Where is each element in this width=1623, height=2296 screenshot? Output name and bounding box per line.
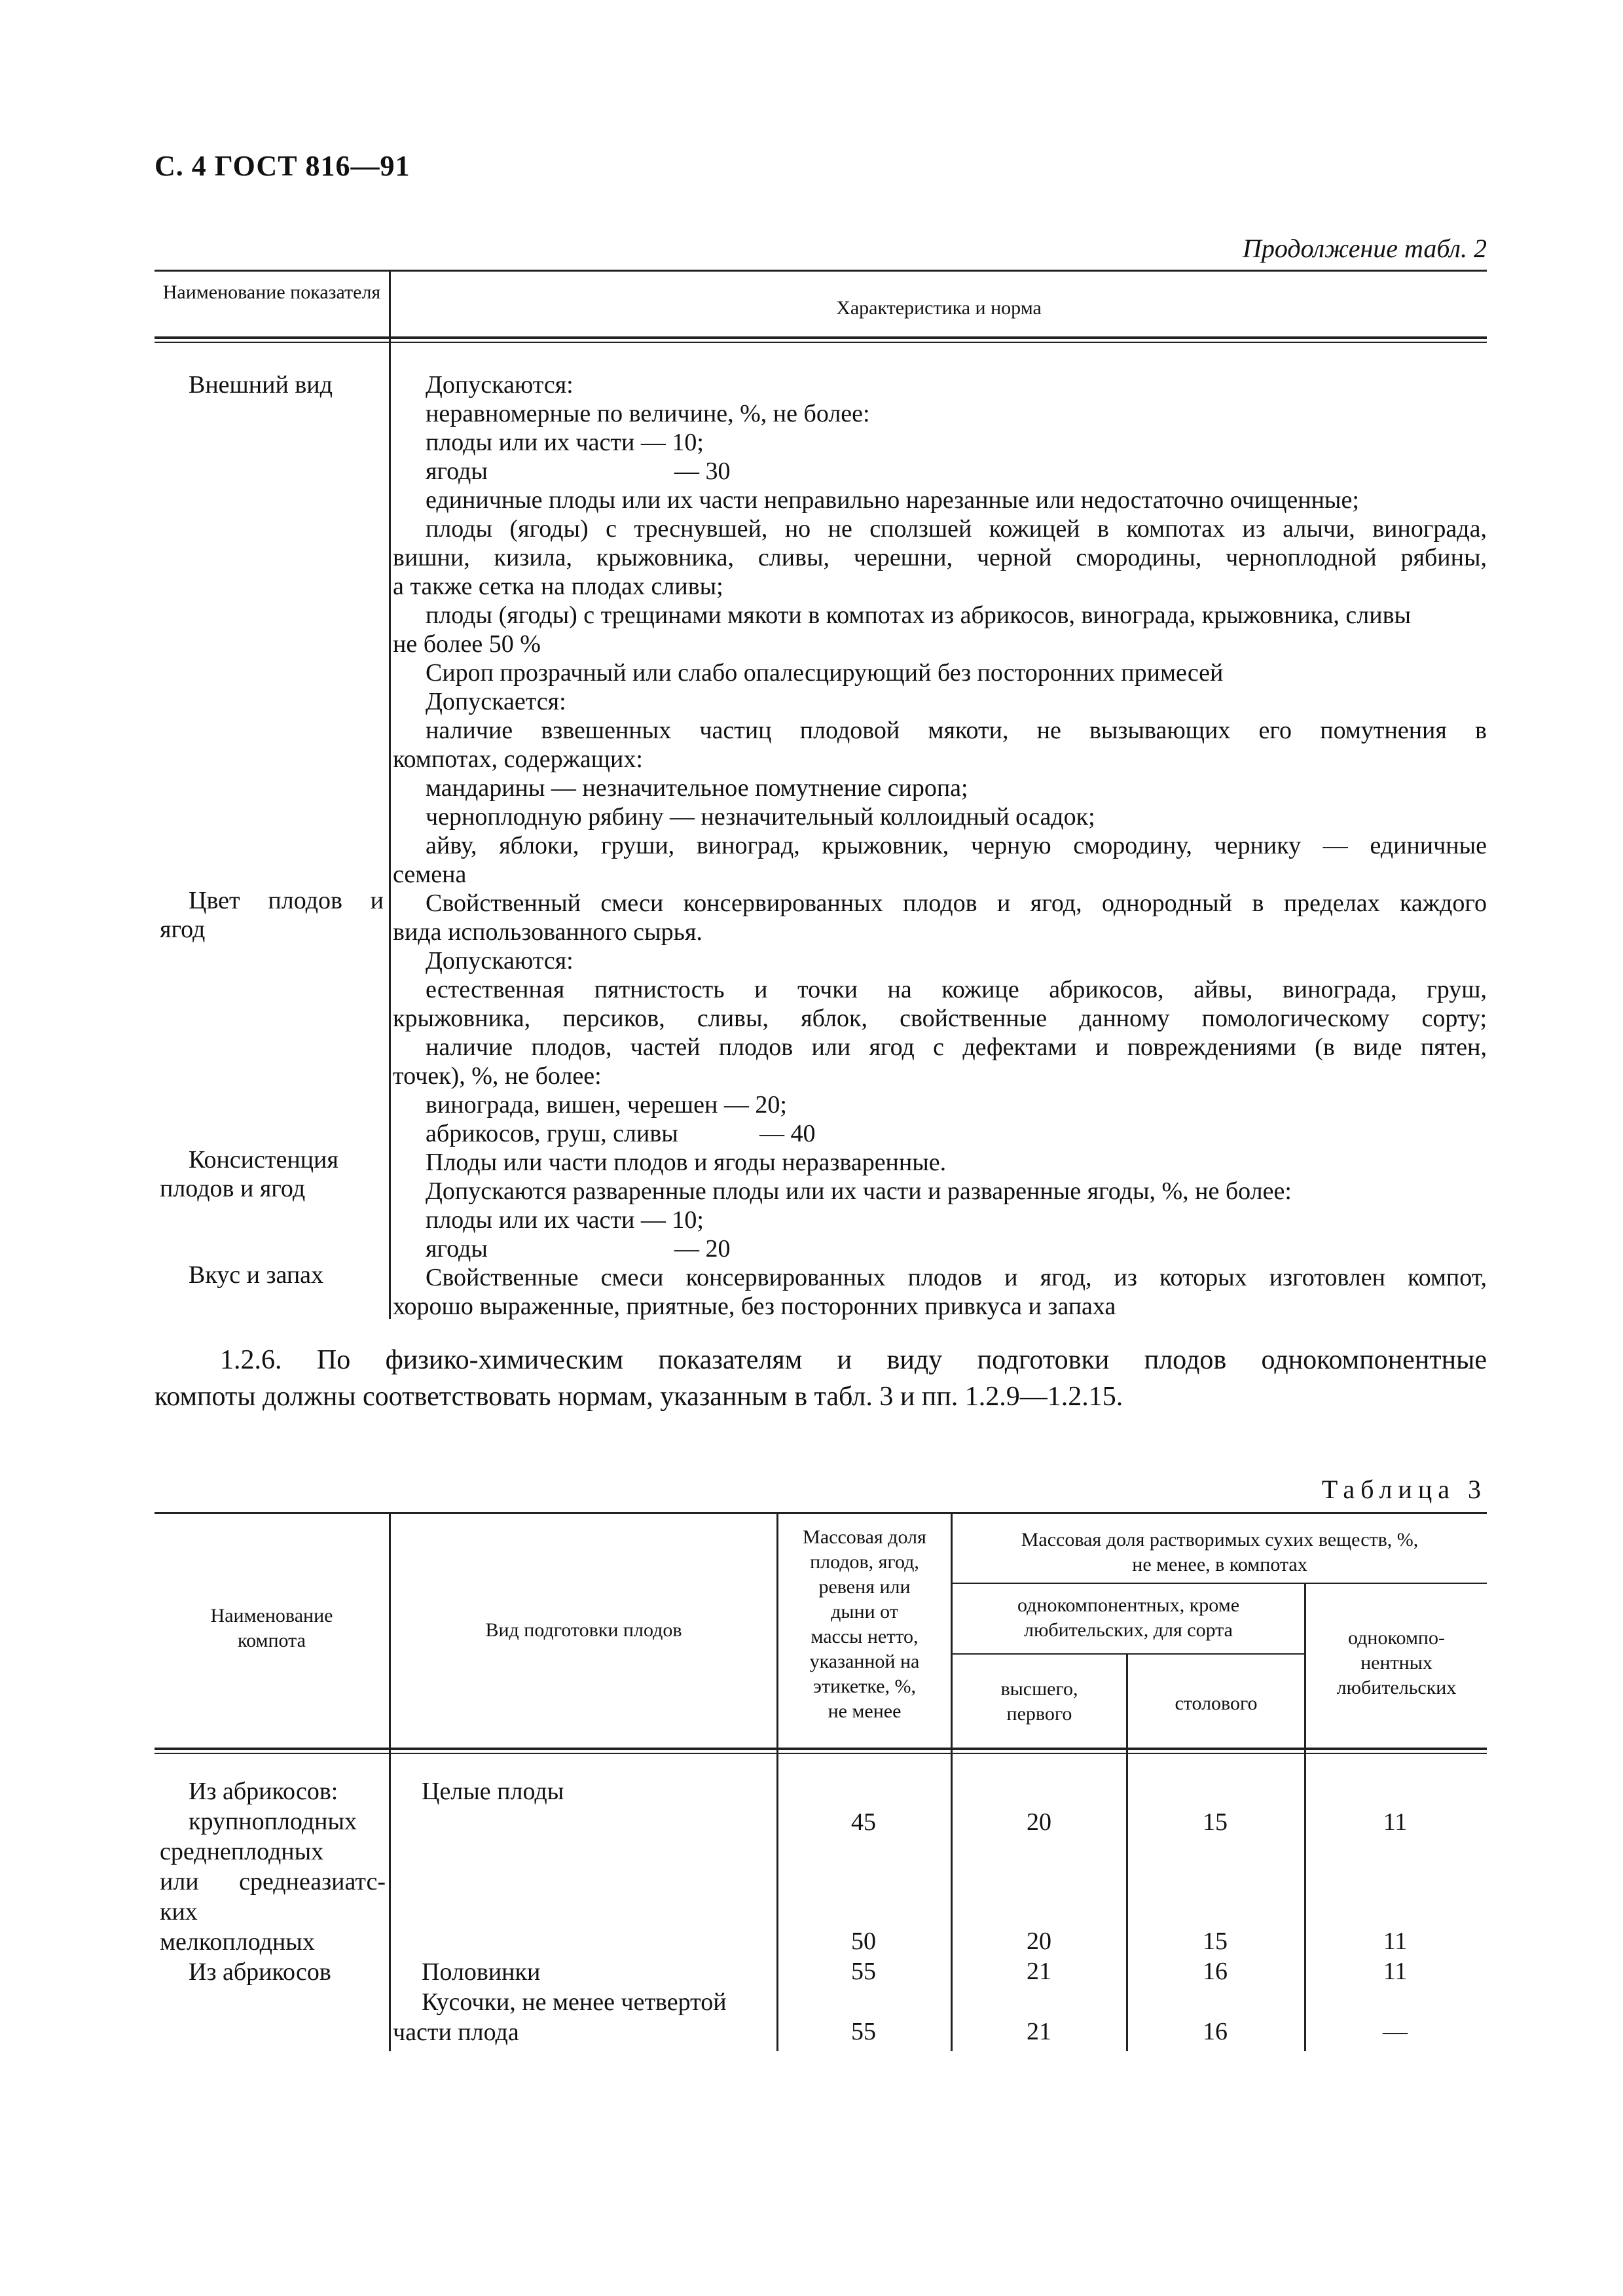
header-text: первого	[1006, 1703, 1072, 1725]
table-cell: Из абрикосов:	[189, 1778, 338, 1805]
table3-header-amateur	[1306, 1626, 1487, 1700]
table-cell: части плода	[393, 2018, 519, 2046]
text-line: а также сетка на плодах сливы;	[393, 573, 723, 600]
text-line: точек), %, не более:	[393, 1062, 602, 1090]
paragraph-line: компоты должны соответствовать нормам, указанным в табл. 3 и пп. 1.2.9—1.2.15.	[155, 1382, 1123, 1412]
header-text: однокомпонентных, кроме	[1017, 1594, 1240, 1616]
text-line: винограда, вишен, черешен — 20;	[426, 1091, 787, 1119]
header-text: однокомпо-	[1348, 1627, 1445, 1649]
text-line: наличие взвешенных частиц плодовой мякоти, не вызывающих его помутнения в	[426, 717, 1487, 744]
text-line: Свойственные смеси консервированных плодов и ягод, из которых изготовлен компот,	[426, 1264, 1487, 1291]
text-line: крыжовника, персиков, сливы, яблок, свойственные данному помологическому сорту;	[393, 1005, 1487, 1032]
table-cell: 20	[1027, 1808, 1051, 1836]
text-line: семена	[393, 861, 467, 888]
spacer	[393, 1806, 776, 1957]
text-line: плоды или их части — 10;	[426, 1206, 704, 1234]
table-cell: 16	[1203, 2018, 1228, 2045]
table-cell: среднеплодных	[160, 1838, 324, 1865]
text-line: естественная пятнистость и точки на кожице абрикосов, айвы, винограда, груш,	[426, 976, 1487, 1003]
table-cell: 55	[851, 1958, 876, 1985]
table3-top-rule	[155, 1512, 1487, 1514]
table-continuation-label: Продолжение табл. 2	[1242, 234, 1487, 263]
text-line: черноплодную рябину — незначительный коллоидный осадок;	[426, 803, 1095, 831]
header-text: компота	[238, 1630, 306, 1651]
table-cell: ких	[160, 1898, 198, 1926]
table-cell: Из абрикосов	[189, 1958, 331, 1986]
table2-column-divider	[389, 270, 391, 1319]
row-name-consistency	[160, 1145, 384, 1203]
header-text: Наименование	[210, 1605, 333, 1626]
table-cell: крупноплодных	[189, 1808, 357, 1835]
text-line: айву, яблоки, груши, виноград, крыжовник, черную смородину, чернику — единичные	[426, 832, 1487, 859]
table3-header-solids	[953, 1528, 1487, 1577]
table-cell: 11	[1383, 1928, 1408, 1955]
table3-header-name	[155, 1604, 389, 1653]
text-line: Допускаются:	[426, 947, 574, 975]
row-name-color	[160, 886, 384, 944]
text-line: ягоды — 20	[426, 1235, 731, 1263]
header-text: Вид подготовки плодов	[485, 1619, 682, 1641]
header-text: ревеня или	[818, 1576, 911, 1598]
text-line: Допускаются:	[426, 371, 574, 399]
header-text: нентных	[1360, 1652, 1432, 1674]
table3-label: Таблица 3	[1321, 1475, 1487, 1504]
header-text: массы нетто,	[811, 1626, 919, 1647]
page-header: С. 4 ГОСТ 816—91	[155, 150, 410, 182]
table-cell: 15	[1203, 1928, 1228, 1955]
header-text: высшего,	[1000, 1678, 1078, 1700]
table-cell: 21	[1027, 1958, 1051, 1985]
table2-header-rule-2	[155, 342, 1487, 343]
header-text: любительских	[1336, 1677, 1457, 1698]
table3-header-table-grade	[1128, 1691, 1304, 1716]
table3-solids-rule	[951, 1583, 1487, 1584]
header-text: дыни от	[831, 1601, 898, 1623]
row-name-text: Консистенция	[189, 1146, 338, 1174]
table-cell: 20	[1027, 1928, 1051, 1955]
text-line: Свойственный смеси консервированных плодов и ягод, однородный в пределах каждого	[426, 889, 1487, 917]
table-cell: 55	[851, 2018, 876, 2045]
header-text: не менее, в компотах	[1132, 1554, 1307, 1575]
text-line: плоды (ягоды) с треснувшей, но не сползшей кожицей в компотах из алычи, винограда,	[426, 515, 1487, 543]
table-cell: 50	[851, 1928, 876, 1955]
row-name-text: Цвет плодов и	[189, 887, 384, 914]
table-cell: Целые плоды	[422, 1778, 564, 1805]
table3-name-column	[160, 1776, 386, 1987]
table2-top-rule	[155, 270, 1487, 272]
text-line: Сироп прозрачный или слабо опалесцирующий без посторонних примесей	[426, 659, 1224, 687]
text-line: вида использованного сырья.	[393, 918, 702, 946]
table3-header-rule-2	[155, 1753, 1487, 1754]
table3-header-prep	[391, 1618, 776, 1643]
row-name-taste	[189, 1261, 385, 1289]
header-text: столового	[1175, 1693, 1258, 1714]
table3-header-mass	[778, 1525, 951, 1724]
text-line: мандарины — незначительное помутнение сиропа;	[426, 774, 968, 802]
header-text: Массовая доля	[803, 1526, 926, 1548]
row-name-text: Внешний вид	[189, 371, 333, 399]
header-text: плодов, ягод,	[810, 1551, 919, 1573]
table-cell: Кусочки, не менее четвертой	[422, 1988, 727, 2016]
table-cell: Половинки	[422, 1958, 541, 1986]
header-text: Наименование показателя	[162, 281, 381, 303]
table2-header-name	[155, 280, 389, 305]
row-name-text: ягод	[160, 916, 206, 943]
header-text: любительских, для сорта	[1024, 1619, 1233, 1641]
row-name-appearance	[189, 370, 378, 399]
table2-header-rule	[155, 336, 1487, 339]
text-line: плоды (ягоды) с трещинами мякоти в компотах из абрикосов, винограда, крыжовника, сливы	[426, 601, 1412, 629]
text-line: вишни, кизила, крыжовника, сливы, черешни, черной смородины, черноплодной рябины,	[393, 544, 1487, 571]
table-cell: или среднеазиатс-	[160, 1868, 386, 1895]
table3-prep-column	[393, 1776, 776, 2047]
table-cell: 15	[1203, 1808, 1228, 1836]
header-text: Массовая доля растворимых сухих веществ, %,	[1021, 1529, 1419, 1551]
paragraph-1-2-6	[155, 1342, 1487, 1415]
table-cell: —	[1383, 2018, 1408, 2045]
text-line: Допускается:	[426, 688, 566, 715]
text-line: Плоды или части плодов и ягоды неразваренные.	[426, 1149, 947, 1176]
table-cell: 11	[1383, 1808, 1408, 1836]
text-line: Допускаются разваренные плоды или их части и разваренные ягоды, %, не более:	[426, 1177, 1292, 1205]
text-line: абрикосов, груш, сливы — 40	[426, 1120, 816, 1147]
text-line: ягоды — 30	[426, 457, 731, 485]
text-line: хорошо выраженные, приятные, без посторонних привкуса и запаха	[393, 1293, 1116, 1320]
text-line: наличие плодов, частей плодов или ягод с дефектами и повреждениями (в виде пятен,	[426, 1033, 1487, 1061]
text-line: не более 50 %	[393, 630, 541, 658]
text-line: единичные плоды или их части неправильно нарезанные или недостаточно очищенные;	[426, 486, 1359, 514]
text-line: компотах, содержащих:	[393, 745, 643, 773]
table-cell: 16	[1203, 1958, 1228, 1985]
text-line: плоды или их части — 10;	[426, 429, 704, 456]
paragraph-line: 1.2.6. По физико-химическим показателям и виду подготовки плодов однокомпонентные	[220, 1345, 1487, 1375]
table-cell: мелкоплодных	[160, 1928, 315, 1956]
header-text: указанной на	[809, 1651, 920, 1672]
table3-header-rule	[155, 1748, 1487, 1750]
table-cell: 21	[1027, 2018, 1051, 2045]
row-name-text: плодов и ягод	[160, 1175, 306, 1202]
table3-header-single	[953, 1593, 1304, 1643]
table-cell: 45	[851, 1808, 876, 1836]
table2-header-char	[391, 296, 1487, 321]
row-name-text: Вкус и запах	[189, 1261, 324, 1289]
table3-header-top-grade	[953, 1677, 1126, 1727]
header-text: этикетке, %,	[813, 1676, 916, 1697]
table-cell: 11	[1383, 1958, 1408, 1985]
header-text: Характеристика и норма	[836, 297, 1042, 319]
text-line: неравномерные по величине, %, не более:	[426, 400, 870, 427]
table3-divider-1	[389, 1512, 391, 2051]
header-text: не менее	[828, 1700, 902, 1722]
row-text-appearance	[393, 370, 1487, 1321]
